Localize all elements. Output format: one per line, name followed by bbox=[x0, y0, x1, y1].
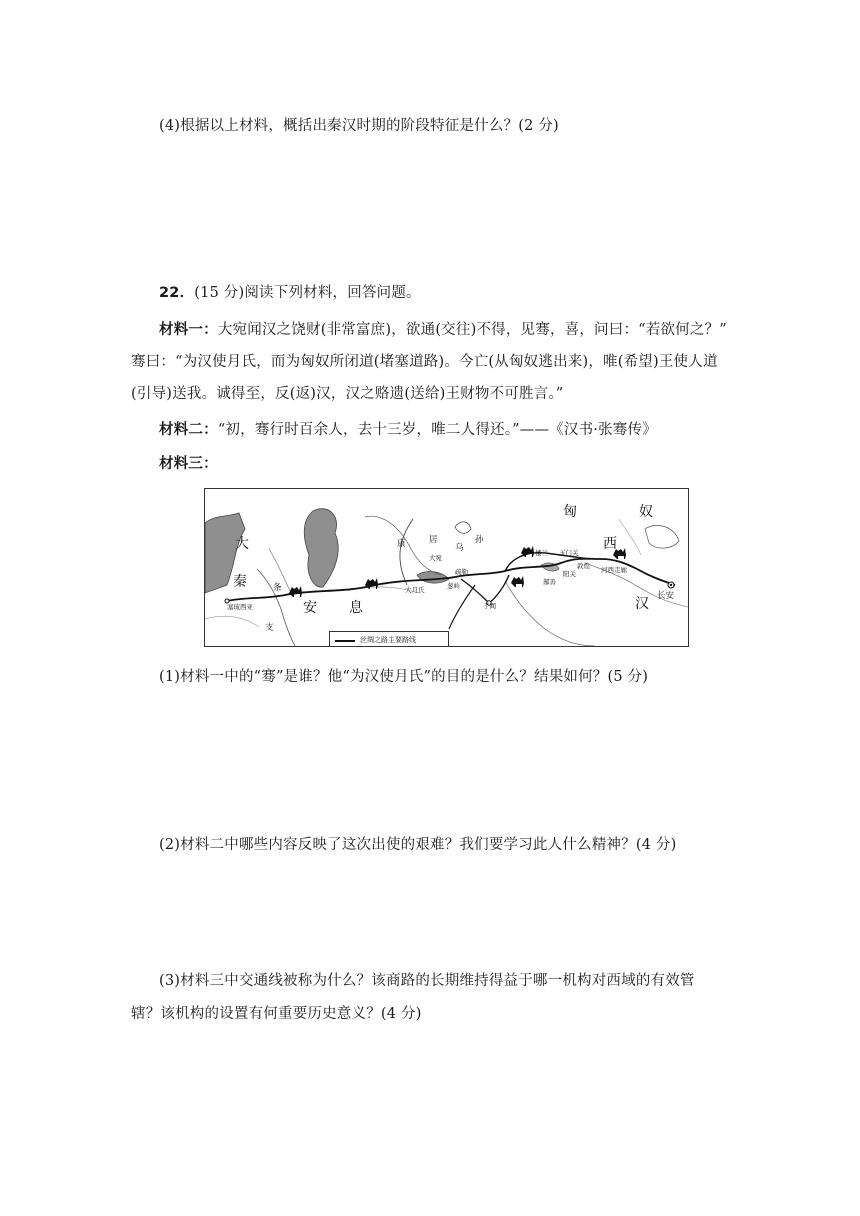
map-label-kang: 康 bbox=[397, 539, 406, 549]
map-label-hexi: 河西走廊 bbox=[601, 566, 627, 574]
map-label-yutian: 于阗 bbox=[483, 602, 496, 610]
material-3 bbox=[159, 452, 218, 473]
question-4: (4)根据以上材料，概括出秦汉时期的阶段特征是什么？(2 分) bbox=[159, 118, 559, 134]
silk-road-map bbox=[204, 488, 689, 647]
map-label-nu: 奴 bbox=[639, 504, 653, 520]
map-label-dayuezhi: 大月氏 bbox=[405, 586, 425, 594]
material-3-label: 材料三： bbox=[159, 456, 218, 472]
map-label-changan: 长安 bbox=[657, 591, 675, 601]
map-label-xiong: 匈 bbox=[563, 504, 577, 520]
map-label-congling: 葱岭 bbox=[447, 582, 460, 590]
map-label-qin: 秦 bbox=[233, 574, 247, 590]
map-label-shanshan: 鄯善 bbox=[543, 578, 556, 586]
map-label-xi: 息 bbox=[349, 600, 363, 616]
map-label-zhi: 支 bbox=[265, 623, 274, 633]
material-1-line-1 bbox=[159, 318, 727, 339]
map-label-wu: 乌 bbox=[455, 543, 464, 553]
sub-question-3-line-1: (3)材料三中交通线被称为什么？该商路的长期维持得益于哪一机构对西域的有效管 bbox=[159, 973, 695, 989]
material-1-line-3: (引导)送我。诚得至，反(返)汉，汉之赂遗(送给)王财物不可胜言。” bbox=[131, 386, 564, 402]
map-label-xi-region: 西 bbox=[603, 536, 617, 552]
material-2-text: “初，骞行时百余人，去十三岁，唯二人得还。”——《汉书·张骞传》 bbox=[217, 422, 657, 438]
material-1-line-2: 骞曰：“为汉使月氏，而为匈奴所闭道(堵塞道路)。今亡(从匈奴逃出来)，唯(希望)王使人道 bbox=[131, 354, 718, 370]
material-2-label: 材料二： bbox=[159, 422, 218, 438]
map-label-dunhuang: 敦煌 bbox=[577, 562, 590, 570]
map-label-seleucia: 塞琉西亚 bbox=[227, 603, 253, 611]
map-legend bbox=[329, 631, 449, 647]
question-intro: (15 分)阅读下列材料，回答问题。 bbox=[194, 285, 421, 301]
map-label-shule: 疏勒 bbox=[455, 568, 468, 576]
material-2 bbox=[159, 418, 657, 439]
sub-question-3-line-2: 辖？该机构的设置有何重要历史意义？(4 分) bbox=[131, 1006, 422, 1022]
map-label-ju: 居 bbox=[429, 535, 438, 545]
material-1-label: 材料一： bbox=[159, 322, 218, 338]
map-label-tiao: 条 bbox=[273, 583, 282, 593]
map-label-han: 汉 bbox=[635, 596, 649, 612]
map-label-dayuan: 大宛 bbox=[429, 554, 442, 562]
legend-line-swatch bbox=[335, 640, 355, 642]
legend-label: 丝绸之路主要路线 bbox=[360, 636, 416, 644]
map-label-yumenguan: 玉门关 bbox=[559, 549, 579, 557]
map-label-sun: 孙 bbox=[475, 535, 484, 545]
material-1-text-1: 大宛闻汉之饶财(非常富庶)，欲通(交往)不得，见骞，喜，问曰：“若欲何之？” bbox=[217, 322, 727, 338]
sub-question-1: (1)材料一中的“骞”是谁？他“为汉使月氏”的目的是什么？结果如何？(5 分) bbox=[159, 669, 649, 685]
map-label-yangguan: 阳关 bbox=[563, 570, 576, 578]
map-label-an: 安 bbox=[303, 600, 317, 616]
map-label-loulan: 楼兰 bbox=[535, 549, 548, 557]
question-number: 22． bbox=[159, 285, 195, 301]
question-22-header bbox=[159, 281, 421, 302]
sub-question-2: (2)材料二中哪些内容反映了这次出使的艰难？我们要学习此人什么精神？(4 分) bbox=[159, 837, 677, 853]
map-label-da: 大 bbox=[235, 536, 249, 552]
